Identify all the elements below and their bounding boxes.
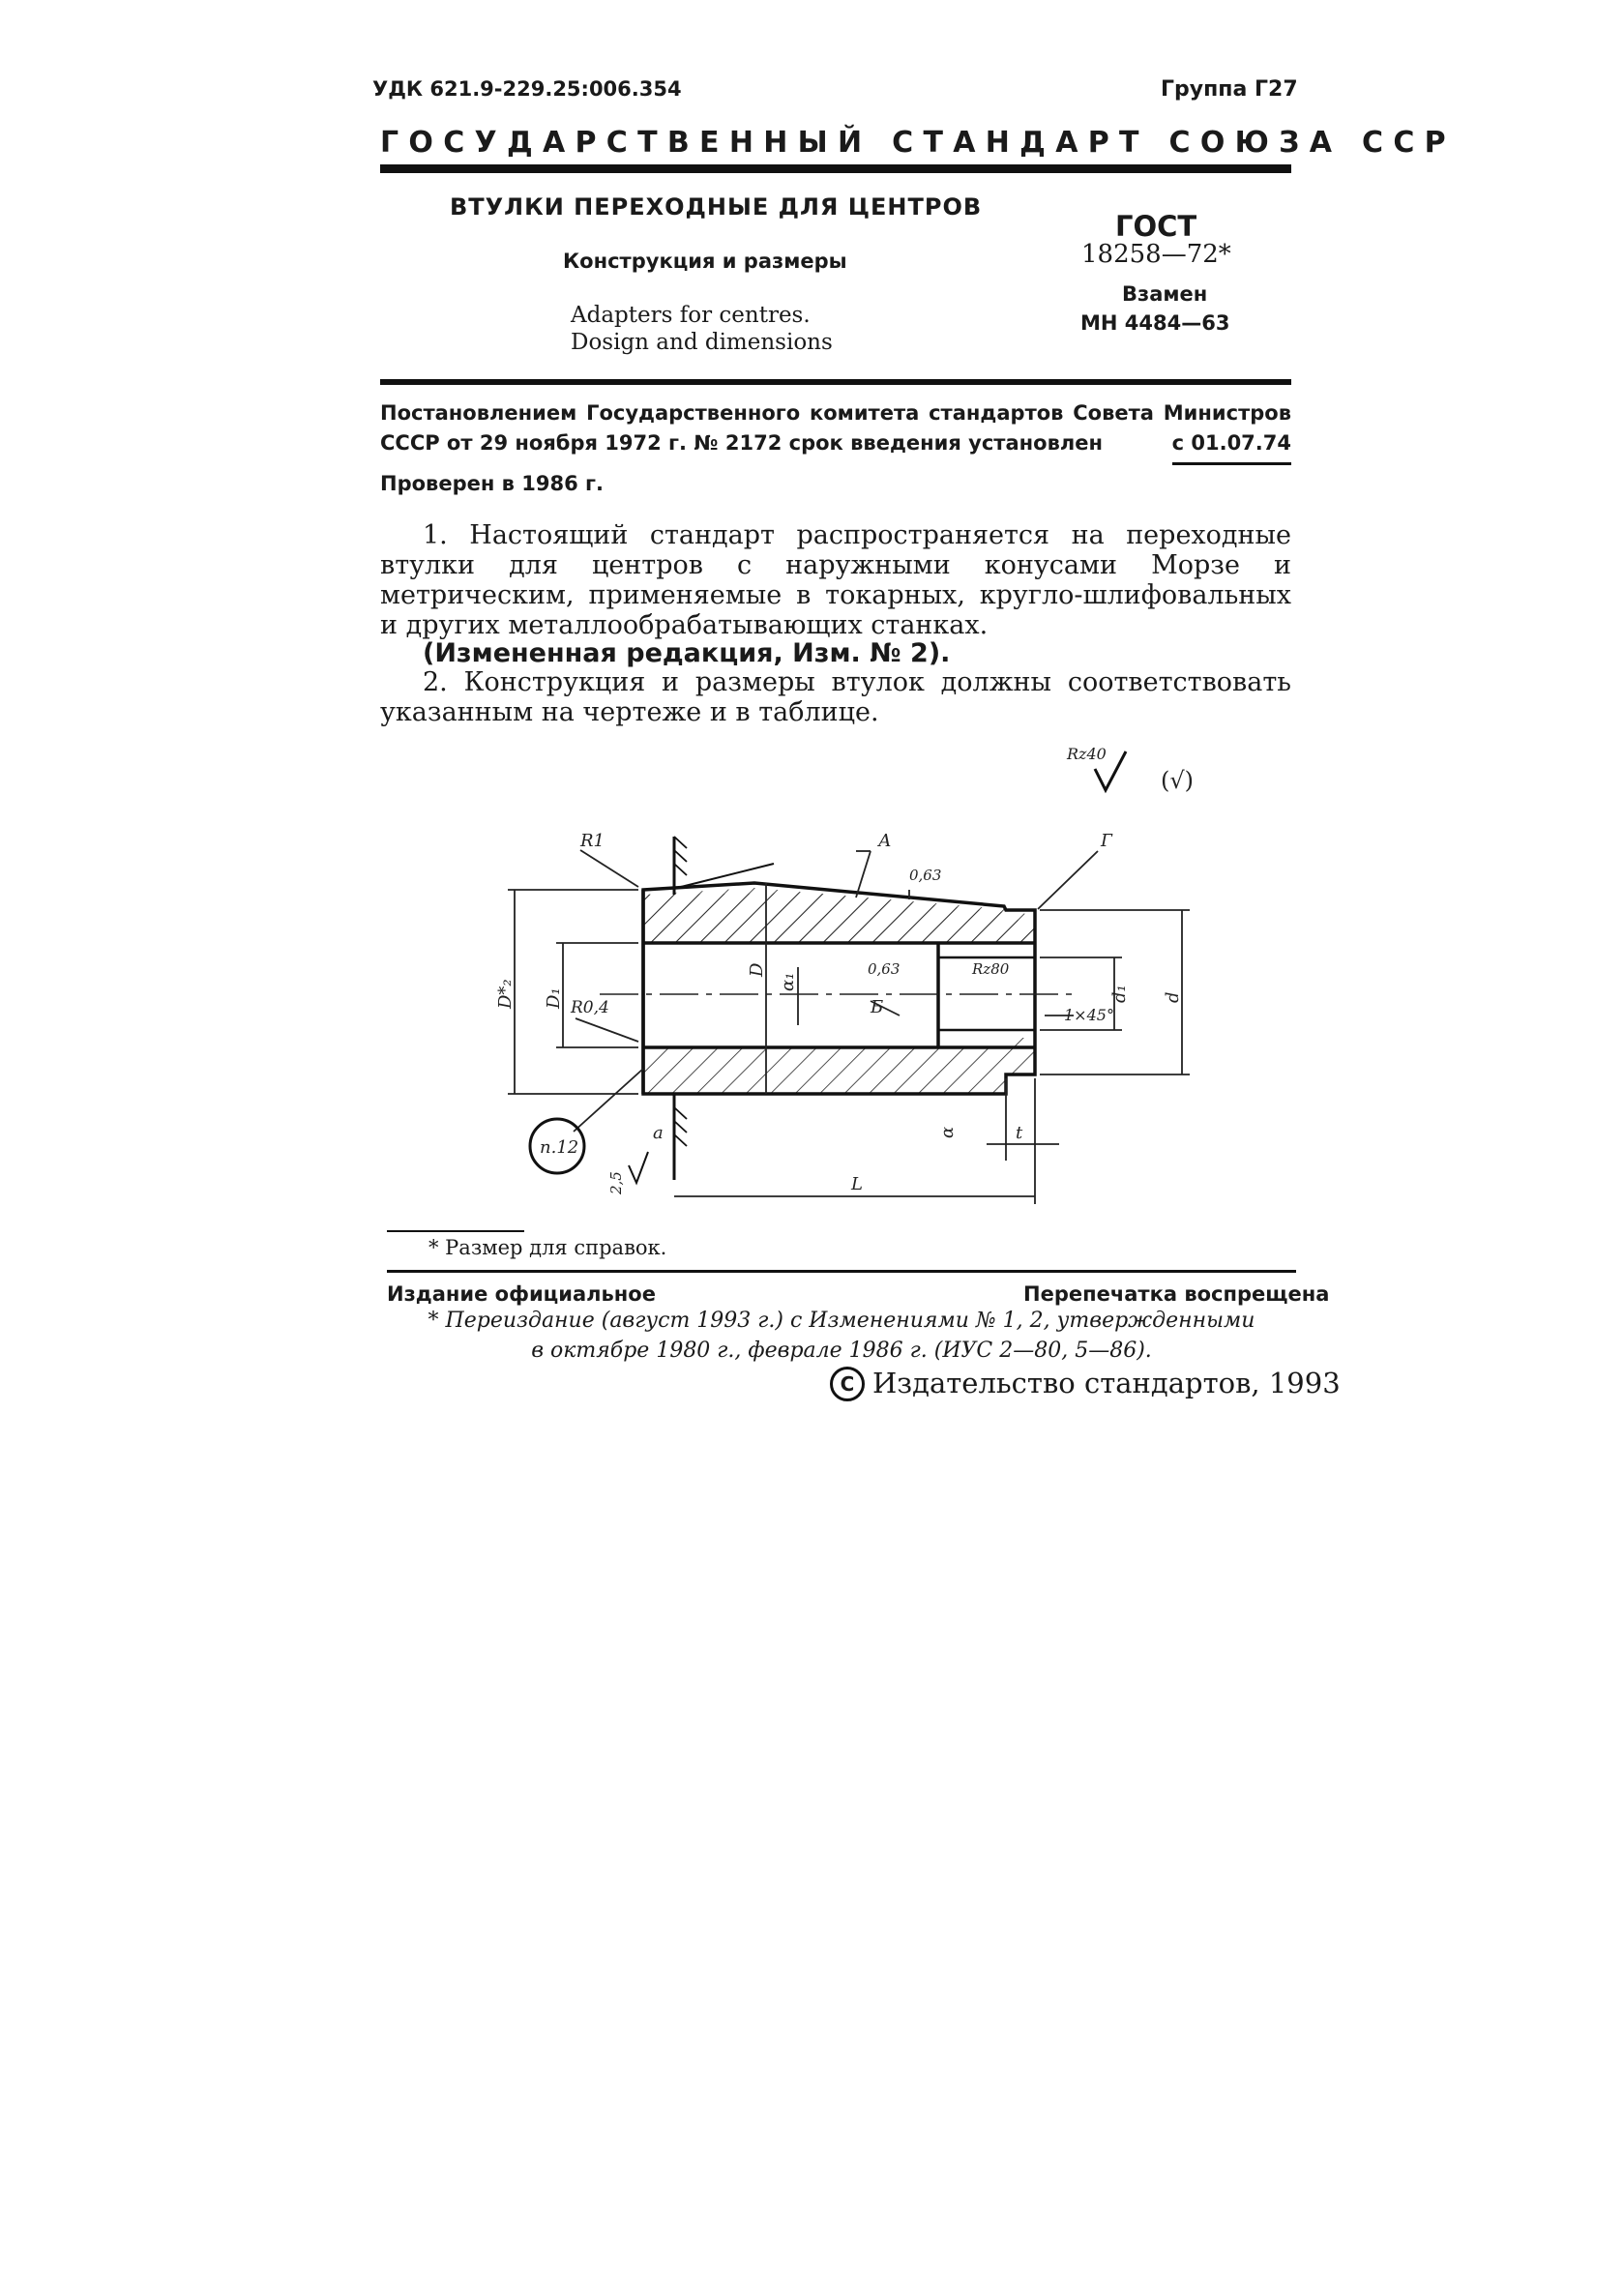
label-g: Г [1101, 831, 1112, 851]
label-note: п.12 [540, 1137, 579, 1158]
label-roughness-063-top: 0,63 [909, 867, 942, 884]
gost-label: ГОСТ [1115, 210, 1197, 243]
reissue-line-2: в октябре 1980 г., феврале 1986 г. (ИУС 2—80, 5—86). [531, 1339, 1152, 1363]
english-title-line-1: Adapters for centres. [571, 303, 811, 328]
label-alpha: α [937, 1126, 958, 1138]
publisher-line [830, 1367, 1341, 1401]
publisher-name: Издательство стандартов, 1993 [872, 1367, 1341, 1399]
footnote-rule [387, 1230, 524, 1232]
group-code: Группа Г27 [1161, 77, 1298, 102]
document-subtitle: Конструкция и размеры [563, 250, 847, 273]
label-alpha1: α₁ [778, 972, 798, 991]
label-rough-25: 2,5 [607, 1171, 625, 1194]
bottom-rule [387, 1270, 1296, 1273]
label-r1: R1 [580, 831, 605, 851]
upper-wall-hatch [643, 888, 1035, 943]
label-r04: R0,4 [571, 998, 609, 1017]
label-a: А [878, 831, 892, 851]
checked-note: Проверен в 1986 г. [380, 472, 604, 495]
decree-line-1 [380, 398, 1291, 428]
paragraph-1: 1. Настоящий стандарт распространяется на переходные втулки для центров с наружными конусами Морзе и метрическим, применяемые в токарных, кругло-шлифовальных и других металлообрабатывающих станках. [380, 520, 1291, 640]
label-rz80: Rz80 [972, 960, 1010, 978]
replaces-value: МН 4484—63 [1080, 311, 1230, 335]
decree-word: Государственного [586, 401, 801, 425]
decree-line-2 [380, 428, 1291, 465]
label-d1-small: d₁ [1109, 985, 1130, 1003]
note-reference [530, 1119, 584, 1173]
roughness-25 [607, 1152, 648, 1195]
english-title-line-2: Dosign and dimensions [571, 330, 833, 355]
state-standard-heading: ГОСУДАРСТВЕННЫЙ СТАНДАРТ СОЮЗА ССР [380, 126, 1456, 160]
decree-word: комитета [809, 401, 920, 425]
label-b: Б [871, 997, 884, 1017]
effective-date: с 01.07.74 [1172, 428, 1291, 465]
label-l: L [851, 1174, 863, 1194]
english-title [571, 302, 833, 356]
document-title: ВТУЛКИ ПЕРЕХОДНЫЕ ДЛЯ ЦЕНТРОВ [450, 193, 983, 221]
roughness-main-label: Rz40 [1067, 745, 1107, 763]
label-roughness-063-mid: 0,63 [868, 960, 901, 978]
reissue-line-1: * Переиздание (август 1993 г.) с Изменениями № 1, 2, утвержденными [428, 1309, 1255, 1333]
decree-text: СССР от 29 ноября 1972 г. № 2172 срок введения установлен [380, 431, 1103, 455]
label-t: t [1016, 1123, 1023, 1143]
paragraph-2: 2. Конструкция и размеры втулок должны соответствовать указанным на чертеже и в таблице. [380, 667, 1291, 727]
top-rule [380, 164, 1291, 173]
replaces-label: Взамен [1122, 282, 1208, 306]
footnote: * Размер для справок. [428, 1236, 667, 1259]
middle-rule [380, 379, 1291, 385]
roughness-other-label: (√) [1161, 767, 1195, 794]
label-d-big: D [747, 962, 767, 977]
roughness-symbol [1066, 745, 1194, 794]
label-a-small: а [653, 1123, 664, 1143]
label-chamfer: 1×45° [1064, 1006, 1114, 1024]
official-edition: Издание официальное [387, 1282, 656, 1306]
adapter-drawing [484, 740, 1219, 1243]
copyright-icon: С [830, 1367, 865, 1401]
reissue-note [387, 1306, 1296, 1366]
decree-word: Совета [1073, 401, 1154, 425]
label-d2: D*₂ [495, 979, 516, 1009]
reprint-prohibited: Перепечатка воспрещена [1023, 1282, 1330, 1306]
revision-note: (Измененная редакция, Изм. № 2). [423, 638, 951, 668]
decree-word: Постановлением [380, 401, 577, 425]
decree-word: стандартов [929, 401, 1064, 425]
gost-number: 18258—72* [1081, 240, 1231, 269]
label-d1-cap: D₁ [544, 987, 564, 1009]
label-d-small: d [1163, 991, 1183, 1003]
udk-code: УДК 621.9-229.25:006.354 [372, 77, 682, 101]
decree-word: Министров [1163, 401, 1291, 425]
decree-paragraph [380, 398, 1291, 465]
